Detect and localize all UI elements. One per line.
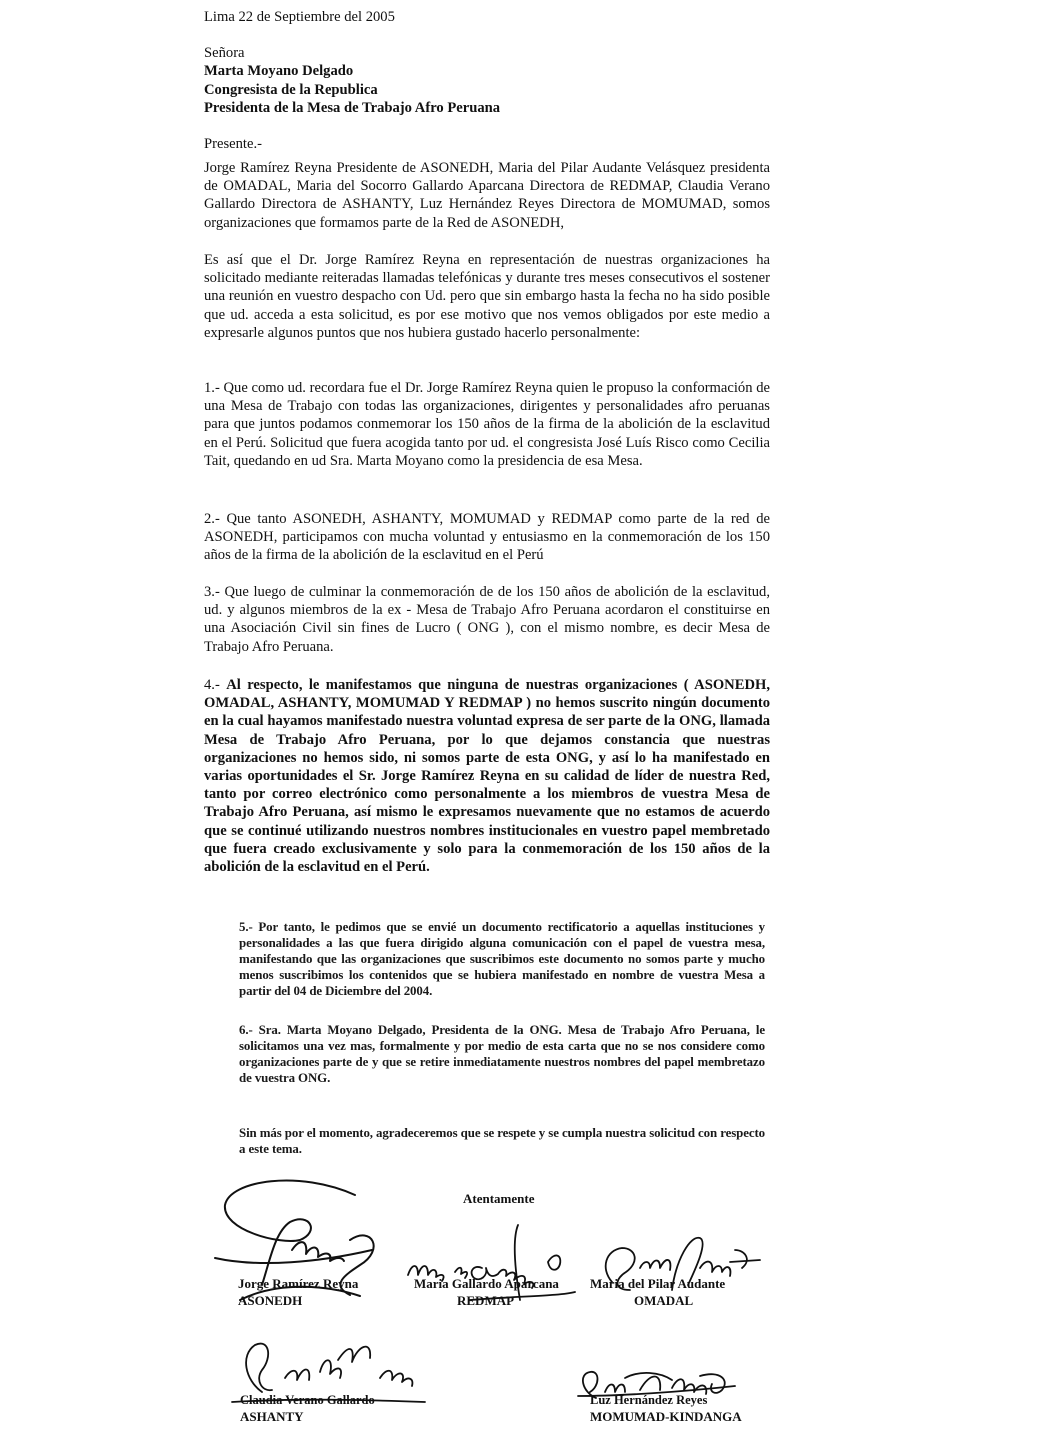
signatory-1-org: ASONEDH <box>238 1293 303 1308</box>
signatory-3-org: OMADAL <box>634 1293 694 1308</box>
closing-word: Atentamente <box>463 1191 535 1206</box>
recipient-name: Marta Moyano Delgado <box>204 63 354 80</box>
recipient-title-2: Presidenta de la Mesa de Trabajo Afro Peruana <box>204 99 501 116</box>
signatory-3-name: Maria del Pilar Audante <box>590 1276 726 1291</box>
intro-paragraph: Jorge Ramírez Reyna Presidente de ASONEDH, Maria del Pilar Audante Velásquez presidenta de OMADAL, Maria del Socorro Gallardo Aparcana Directora de REDMAP, Claudia Verano Gallardo Directora de ASHANTY, Luz Hernández Reyes Directora de MOMUMAD, somos organizaciones que formamos parte de la Red de ASONEDH, <box>204 160 770 231</box>
signatory-4-name: Claudia Verano Gallardo <box>240 1393 375 1407</box>
recipient-title-1: Congresista de la Republica <box>204 81 378 98</box>
salutation: Señora <box>204 45 245 62</box>
point-5-paragraph: 5.- Por tanto, le pedimos que se envié un documento rectificatorio a aquellas instituciones y personalidades a las que fuera dirigido alguna comunicación con el papel de vuestra mesa, manifestando que las organizaciones que suscribimos este documento no somos parte y mucho menos suscribimos los contenidos que se hubiera manifestado en nombre de vuestra Mesa a partir del 04 de Diciembre del 2004. <box>239 920 765 998</box>
point-4-number: 4.- <box>204 677 220 693</box>
presente-line: Presente.- <box>204 136 262 153</box>
paragraph-2: Es así que el Dr. Jorge Ramírez Reyna en representación de nuestras organizaciones ha solicitado mediante reiteradas llamadas telefónicas y durante tres meses consecutivos el sostener una reunión en vuestro despacho con Ud. pero que sin embargo hasta la fecha no ha sido posible que ud. acceda a esta solicitud, es por ese motivo que nos vemos obligados por este medio a expresarle algunos puntos que nos hubiera gustado hacerlo personalmente: <box>204 252 770 341</box>
signature-4 <box>232 1344 425 1402</box>
signatory-2-org: REDMAP <box>457 1293 515 1308</box>
point-6-paragraph: 6.- Sra. Marta Moyano Delgado, Presidenta de la ONG. Mesa de Trabajo Afro Peruana, le solicitamos una vez mas, formalmente y por medio de esta carta que no se nos considere como organizaciones parte de y que se retire inmediatamente nuestros nombres del papel membretazo de vuestra ONG. <box>239 1023 765 1085</box>
closing-paragraph: Sin más por el momento, agradeceremos que se respete y se cumpla nuestra solicitud con respecto a este tema. <box>239 1126 765 1156</box>
signature-5 <box>578 1372 735 1398</box>
point-1-paragraph: 1.- Que como ud. recordara fue el Dr. Jorge Ramírez Reyna quien le propuso la conformación de una Mesa de Trabajo con todas las organizaciones, dirigentes y personalidades afro peruanas para que juntos podamos conmemorar los 150 años de la firma de la abolición de la esclavitud en el Perú. Solicitud que fuera acogida tanto por ud. el congresista José Luís Risco como Cecilia Tait, quedando en ud Sra. Marta Moyano como la presidencia de esa Mesa. <box>204 380 770 469</box>
signatory-1-name: Jorge Ramírez Reyna <box>238 1276 359 1291</box>
signatory-5-name: Luz Hernández Reyes <box>590 1393 708 1407</box>
date-line: Lima 22 de Septiembre del 2005 <box>204 9 395 25</box>
point-2-paragraph: 2.- Que tanto ASONEDH, ASHANTY, MOMUMAD y REDMAP como parte de la red de ASONEDH, participamos con mucha voluntad y entusiasmo en la conmemoración de los 150 años de la firma de la abolición de la esclavitud en el Perú <box>204 511 770 564</box>
signature-3 <box>606 1238 760 1290</box>
signature-2 <box>408 1225 575 1300</box>
point-4-text: Al respecto, le manifestamos que ninguna de nuestras organizaciones ( ASONEDH, OMADAL, ASHANTY, MOMUMAD Y REDMAP ) no hemos suscrito ningún documento en la cual hayamos manifestado nuestra voluntad expresa de ser parte de la ONG, llamada Mesa de Trabajo Afro Peruana, por lo que dejamos constancia que nuestras organizaciones no hemos sido, ni somos parte de esta ONG, y así lo ha manifestado en varias oportunidades el Sr. Jorge Ramírez Reyna en su calidad de líder de nuestra Red, tanto por correo electrónico como personalmente a los miembros de vuestra Mesa de Trabajo Afro Peruana, así mismo le expresamos nuevamente que no estamos de acuerdo que se continué utilizando nuestros nombres institucionales en vuestro papel membretado que fuera creado exclusivamente y solo para la conmemoración de los 150 años de la abolición de la esclavitud en el Perú. <box>204 677 770 876</box>
signatory-4-org: ASHANTY <box>240 1409 304 1424</box>
point-3-paragraph: 3.- Que luego de culminar la conmemoración de de los 150 años de abolición de la esclavitud, ud. y algunos miembros de la ex - Mesa de Trabajo Afro Peruana acordaron el constituirse en una Asociación Civil sin fines de Lucro ( ONG ), con el mismo nombre, es decir Mesa de Trabajo Afro Peruana. <box>204 584 770 655</box>
signature-1 <box>215 1181 374 1300</box>
signatory-2-name: Maria Gallardo Aparcana <box>414 1276 559 1291</box>
signatory-5-org: MOMUMAD-KINDANGA <box>590 1409 742 1424</box>
